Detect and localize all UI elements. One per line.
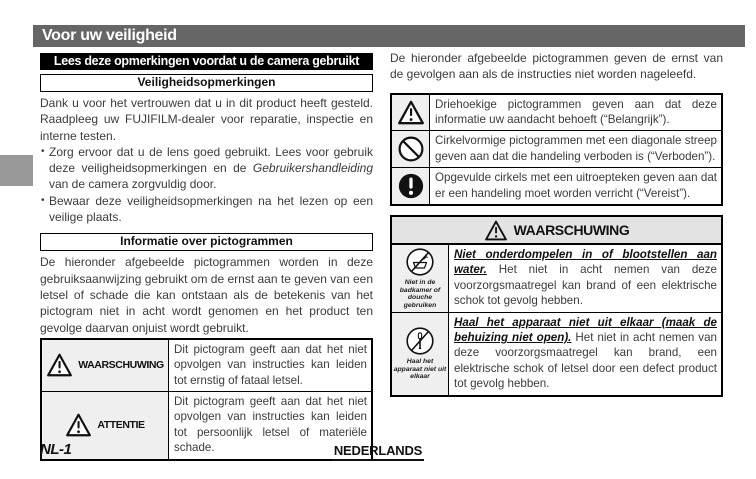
prohibited-circle-icon xyxy=(398,136,424,162)
intro-paragraph: Dank u voor het vertrouwen dat u in dit product heeft gesteld. Raadpleeg uw FUJIFILM-dealer voor reparatie, inspectie en interne testen. xyxy=(40,96,373,143)
section-title-safety-notes: Veiligheidsopmerkingen xyxy=(40,74,373,92)
table-row xyxy=(392,95,721,131)
pictogram-icon-cell xyxy=(392,95,430,131)
warning-icon-cell xyxy=(392,313,449,395)
warning-section-title: WAARSCHUWING xyxy=(513,221,630,238)
severity-icon-cell xyxy=(42,340,169,391)
warning-triangle-icon xyxy=(484,220,508,241)
table-row xyxy=(392,244,721,312)
warning-triangle-icon xyxy=(46,353,73,377)
bullet-text: Zorg ervoor dat u de lens goed gebruikt. Lees voor gebruik deze veiligheidsopmerkingen en de xyxy=(49,144,373,176)
pictogram-icon-cell xyxy=(392,131,430,167)
warning-lead: Haal het apparaat niet uit elkaar (maak de behuizing niet open). xyxy=(454,315,717,345)
required-filled-circle-icon xyxy=(398,173,424,199)
warning-text xyxy=(449,245,721,312)
left-column xyxy=(40,0,373,461)
pictogram-description: Cirkelvormige pictogrammen met een diagonale streep geven aan dat die handeling verboden is (“Verboden”). xyxy=(435,134,717,163)
bullet-item xyxy=(40,193,373,226)
table-row xyxy=(392,167,721,204)
pictogram-description: Driehoekige pictogrammen geven aan dat deze informatie uw aandacht behoeft (“Belangrijk”). xyxy=(435,97,717,126)
left-banner: Lees deze opmerkingen voordat u de camera gebruikt xyxy=(40,53,373,70)
warning-icon-cell xyxy=(392,245,449,312)
consequence-paragraph: De hieronder afgebeelde pictogrammen geven de ernst van de gevolgen aan als de instructies niet worden nageleefd. xyxy=(390,51,723,82)
severity-description: Dit pictogram geeft aan dat het niet opvolgen van instructies kan leiden tot ernstig of fataal letsel. xyxy=(174,342,367,387)
pictogram-info-paragraph: De hieronder afgebeelde pictogrammen worden in deze gebruiksaanwijzing gebruikt om de ernst aan te geven van een letsel of schade die kan ontstaan als de betekenis van het pictogram niet in acht wordt genomen en het product ten gevolge daarvan onjuist wordt gebruikt. xyxy=(40,255,373,335)
warning-triangle-icon xyxy=(397,100,425,125)
language-label-text: NEDERLANDS xyxy=(332,443,424,461)
bullet-item xyxy=(40,144,373,193)
language-label xyxy=(0,443,756,458)
severity-label: ATTENTIE xyxy=(97,419,145,432)
table-row xyxy=(392,130,721,167)
page-number: NL-1 xyxy=(40,441,72,458)
severity-label: WAARSCHUWING xyxy=(78,359,164,372)
warning-rest: Het niet in acht nemen van deze voorzorgsmaatregel kan brand, een elektrische schok of letsel door een defect product tot gevolg hebben. xyxy=(454,331,718,391)
no-bathroom-use-icon xyxy=(405,247,435,277)
severity-description: Dit pictogram geeft aan dat het niet opvolgen van instructies kan leiden tot persoonlijk letsel of materiële schade. xyxy=(174,395,367,455)
table-row xyxy=(392,312,721,395)
warning-text xyxy=(449,313,721,395)
do-not-disassemble-icon xyxy=(405,326,435,356)
warning-section-header xyxy=(392,217,721,244)
bullet-text: van de camera zorgvuldig door. xyxy=(49,177,217,192)
warning-lead: Niet onderdompelen in of blootstellen aan water. xyxy=(454,248,717,277)
warning-section xyxy=(390,215,723,397)
section-title-pictogram-info: Informatie over pictogrammen xyxy=(40,233,373,251)
warning-icon-caption: Haal het apparaat niet uit elkaar xyxy=(393,358,447,381)
warning-triangle-icon xyxy=(65,413,92,437)
pictogram-description: Opgevulde cirkels met een uitroepteken geven aan dat er een handeling moet worden verricht (“Vereist”). xyxy=(435,171,717,200)
page-thumb-tab xyxy=(0,155,33,186)
table-row xyxy=(42,340,371,391)
right-column xyxy=(390,0,723,397)
pictogram-table xyxy=(390,93,723,206)
warning-rest: Het niet in acht nemen van deze voorzorgsmaatregel kan brand of een elektrische schok tot gevolg hebben. xyxy=(454,263,717,308)
bullet-text-italic: Gebruikershandleiding xyxy=(252,161,373,176)
warning-icon-caption: Niet in de badkamer of douche gebruiken xyxy=(399,279,441,309)
page-title: Voor uw veiligheid xyxy=(33,25,745,47)
bullet-text: Bewaar deze veiligheidsopmerkingen na het lezen op een veilige plaats. xyxy=(49,193,373,225)
pictogram-icon-cell xyxy=(392,168,430,204)
